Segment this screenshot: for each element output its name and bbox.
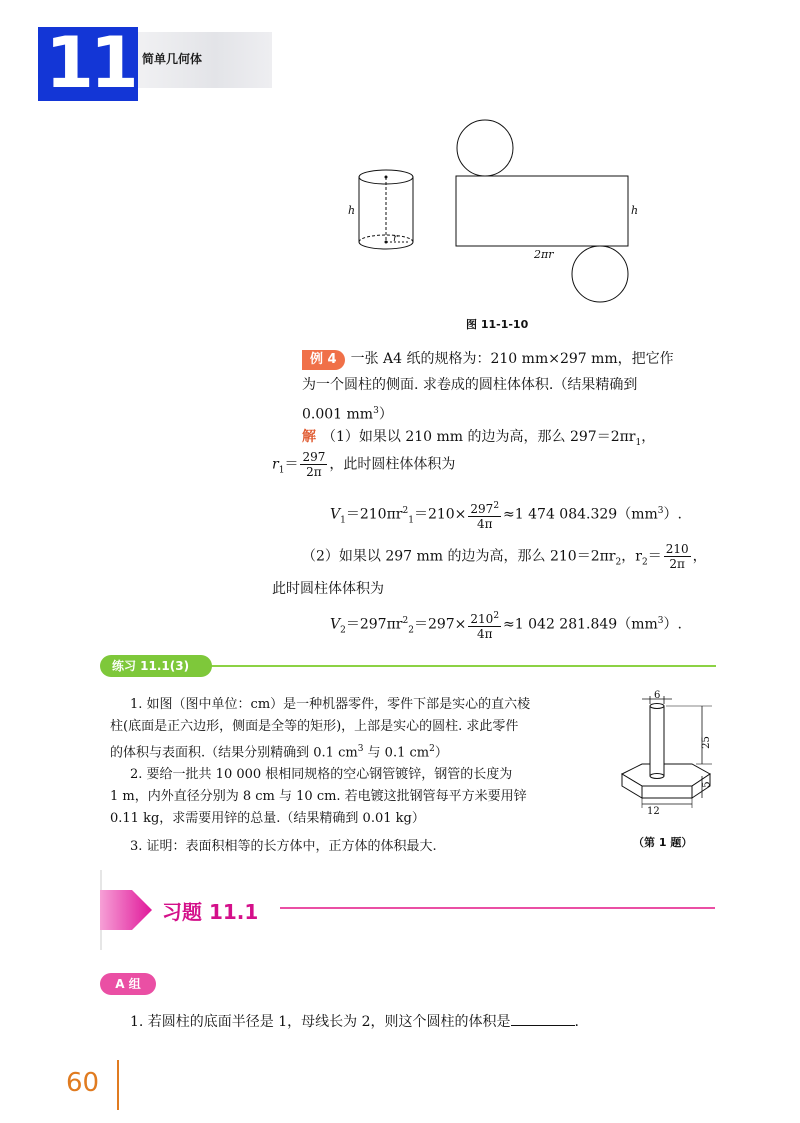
page-number: 60: [66, 1068, 100, 1098]
practice-divider: [210, 665, 716, 667]
label-r: r: [393, 233, 398, 244]
solution-p2: （2）如果以 297 mm 的边为高，那么 $210=2\pi r_2$，$r_2=$ $\frac{210}{2\pi}$ ，: [302, 542, 707, 571]
chapter-number: 11: [45, 22, 135, 104]
practice-label: 练习 11.1(3): [100, 655, 212, 677]
dim-25: 25: [700, 736, 712, 749]
machine-part-figure: [612, 692, 722, 828]
dim-12: 12: [647, 806, 660, 817]
label-2pir: 2πr: [534, 248, 554, 261]
example-4: 例 4 一张 A4 纸的规格为：210 mm×297 mm，把它作 为一个圆柱的侧面. 求卷成的圆柱体体积.（结果精确到 0.001 $mm^3$）: [302, 351, 674, 423]
solution-v1: $V_1=210\pi r^2_1=210\times$ $\frac{297^2}{4\pi}$ ≈1 474 $084.329(mm^3)$.: [330, 500, 682, 531]
label-h-cylinder: h: [348, 204, 356, 217]
label-h-rect: h: [631, 204, 639, 217]
solution-p2-tail: 此时圆柱体体积为: [272, 581, 384, 597]
solution-p1: 解 （1）如果以 210 mm 的边为高，那么 $297=2\pi r_1$，: [302, 429, 656, 448]
group-a-label: A 组: [100, 973, 156, 995]
exercise-divider: [280, 907, 715, 909]
practice-fig-caption: （第 1 题）: [633, 836, 693, 849]
practice-q1: 1. 如图（图中单位：cm）是一种机器零件，零件下部是实心的直六棱 柱(底面是正六边形，侧面是全等的矩形)，上部是实心的圆柱. 求此零件 的体积与表面积.（结果分别精确到 0.1 $cm^3$ 与 0.1 $cm^2$）: [110, 697, 531, 761]
exercise-q1: 1. 若圆柱的底面半径是 1，母线长为 2，则这个圆柱的体积是 .: [130, 1014, 579, 1030]
solution-v2: $V_2=297\pi r^2_2=297\times$ $\frac{210^2}{4\pi}$ ≈1 042 $281.849(mm^3)$.: [330, 610, 682, 641]
chapter-title: 简单几何体: [142, 52, 203, 66]
solution-label: 解: [302, 429, 316, 445]
dim-6: 6: [654, 690, 661, 701]
exercise-arrow-icon: [100, 890, 152, 930]
solution-r1: $r_1=$ $\frac{297}{2\pi}$ ，此时圆柱体体积为: [272, 450, 456, 479]
page-number-bar: [117, 1060, 119, 1110]
figure-caption: 图 11-1-10: [466, 318, 529, 331]
answer-blank[interactable]: [511, 1012, 575, 1026]
practice-q2: 2. 要给一批共 10 000 根相同规格的空心钢管镀锌，钢管的长度为 1 m，内外直径分别为 8 cm 与 10 cm. 若电镀这批钢管每平方米要用锌 0.11 kg，求需要用锌的总量.（结果精确到 0.01 kg）: [110, 767, 527, 826]
exercise-title: 习题 11.1: [162, 900, 259, 924]
cylinder-net-figure: [330, 112, 650, 312]
practice-q3: 3. 证明：表面积相等的长方体中，正方体的体积最大.: [130, 839, 437, 854]
dim-5: 5: [701, 781, 713, 788]
example-badge: 例 4: [302, 350, 345, 370]
